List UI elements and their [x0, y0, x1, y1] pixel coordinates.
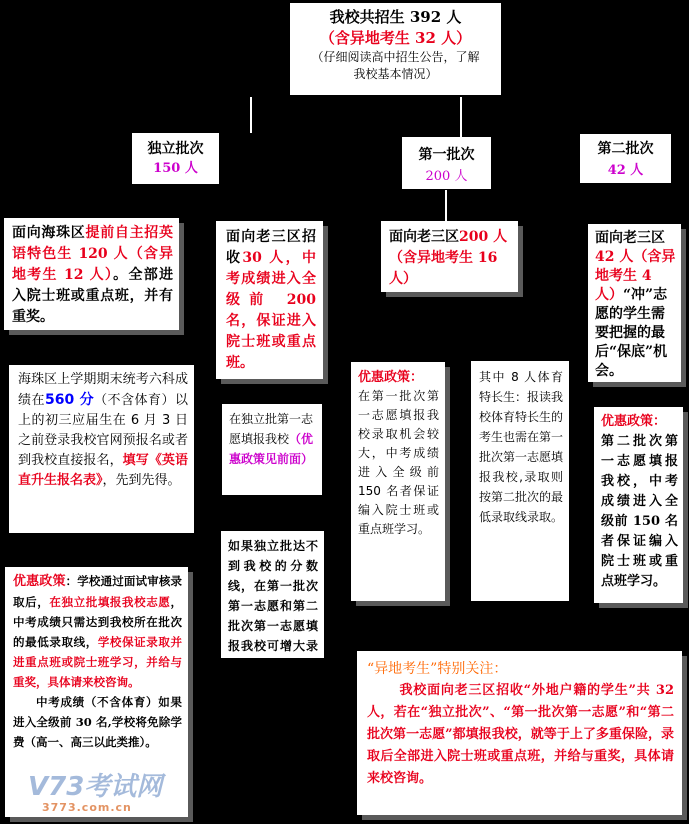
policy-highlight: 在独立批填报我校志愿 [49, 595, 171, 609]
batch-title: 独立批次 [147, 141, 204, 157]
special-text: 我校面向老三区招收“外地户籍的学生”共 32 人，若在“独立批次”、“第一批次第一志愿”和“第二批次第一志愿”都填报我校，就等于上了多重保险，录取后全部进入院士班或重点班，并给与重奖，具体请来校咨询。 [367, 683, 674, 786]
target-note: “冲”志愿的学生需要把握的最后“保底”机会。 [595, 287, 668, 379]
nonlocal-count: （含异地考生 32 人） [319, 29, 472, 47]
batch-title: 第一批次 [418, 147, 475, 163]
sports-text: 其中 8 人体育特长生：报读我校体育特长生的考生也需在第一批次第一志愿填报我校,录取则按第二批次的最低录取线录取。 [479, 370, 564, 524]
target-area: 面向老三区 [595, 230, 665, 246]
site-watermark-logo: V73考试网 [28, 772, 163, 802]
nonlocal-students-box [357, 651, 682, 815]
independent-first-choice-box [222, 404, 322, 495]
read-notice: （仔细阅读高中招生公告，了解 [311, 50, 480, 64]
english-direct-admission-box [9, 365, 194, 533]
batch-count: 150 人 [153, 161, 198, 176]
condition-text: （不含体育）以上的初三应届生在 6 月 3 日之前登录我校官网预报名或者到我校直接报名， [18, 393, 188, 468]
sports-talent-box [471, 361, 569, 601]
policy-text: ：学校通过面试审核录取后， [13, 574, 182, 609]
old-districts-first-batch-box [381, 221, 518, 292]
policy-highlight: 学校保证录取并进重点班或院士班学习，并给与重奖，具体请来校咨询。 [13, 635, 183, 689]
english-admission-policy-box [5, 567, 188, 817]
condition-text: ，先到先得。 [102, 473, 181, 488]
fallback-note-box [221, 531, 324, 673]
total-enrollment: 我校共招生 392 人 [329, 8, 462, 26]
connector-line [445, 190, 447, 222]
condition-text: 海珠区上学期期末统考六科成绩在 [18, 372, 188, 408]
tuition-waiver: 中考成绩（不含体育）如果进入全级前 30 名,学校将免除学费（高一、高三以此类推）。 [13, 695, 182, 749]
special-title: “异地考生”特别关注： [367, 661, 508, 677]
target-benefit: 。全部进入院士班或重点班，并有重奖。 [12, 267, 174, 325]
policy-text: ，中考成绩只需达到我校所在批次的最低录取线， [13, 595, 183, 649]
policy-text: 在第一批次第一志愿填报我校录取机会较大，中考成绩进入全级前 150 名者保证编入院士班或重点班学习。 [358, 389, 439, 536]
connector-line [250, 97, 252, 133]
policy-label: 优惠政策： [358, 370, 424, 385]
first-batch-header [402, 137, 491, 189]
target-quota: 200 人（含异地考生 16 人） [389, 229, 508, 287]
connector-line [460, 97, 462, 137]
fill-text: 在独立批第一志愿填报我校 [229, 412, 314, 446]
policy-label: 优惠政策 [13, 574, 66, 589]
first-batch-policy-box [351, 362, 445, 601]
old-districts-second-batch-box [588, 224, 681, 382]
batch-count: 42 人 [607, 163, 644, 178]
registration-form: 填写《英语直升生报名表》 [18, 453, 188, 488]
policy-label: 优惠政策： [601, 414, 667, 429]
score-threshold: 560 分 [44, 392, 95, 408]
old-districts-independent-box [216, 221, 323, 379]
read-notice-cont: 我校基本情况） [353, 67, 438, 81]
target-area: 面向海珠区 [12, 225, 86, 241]
batch-count: 200 人 [425, 169, 468, 184]
second-batch-header [580, 134, 671, 183]
enrollment-summary-box [290, 3, 501, 95]
target-area: 面向老三区 [389, 229, 459, 245]
target-benefit: ，中考成绩进入全级前 200 名，保证进入院士班或重点班。 [226, 250, 317, 371]
target-area: 面向老三区招收 [226, 229, 316, 266]
policy-reference: （优惠政策见前面） [229, 432, 314, 466]
independent-batch-header [132, 133, 219, 184]
site-watermark-url: 3773.com.cn [42, 801, 132, 814]
haizhu-target-box [4, 218, 179, 330]
target-quota: 42 人（含异地考生 4 人） [595, 249, 676, 303]
policy-text: 第二批次第一志愿填报我校，中考成绩进入全级前 150 名者保证编入院士班或重点班学习。 [601, 434, 678, 589]
second-batch-policy-box [594, 407, 683, 603]
batch-title: 第二批次 [597, 141, 654, 157]
target-quota: 提前自主招英语特色生 120 人（含异地考生 12 人） [12, 225, 173, 283]
fallback-text: 如果独立批达不到我校的分数线，在第一批次第一志愿和第二批次第一志愿填报我校可增大录取机会。 [228, 539, 318, 673]
target-quota: 30 人 [242, 250, 286, 266]
